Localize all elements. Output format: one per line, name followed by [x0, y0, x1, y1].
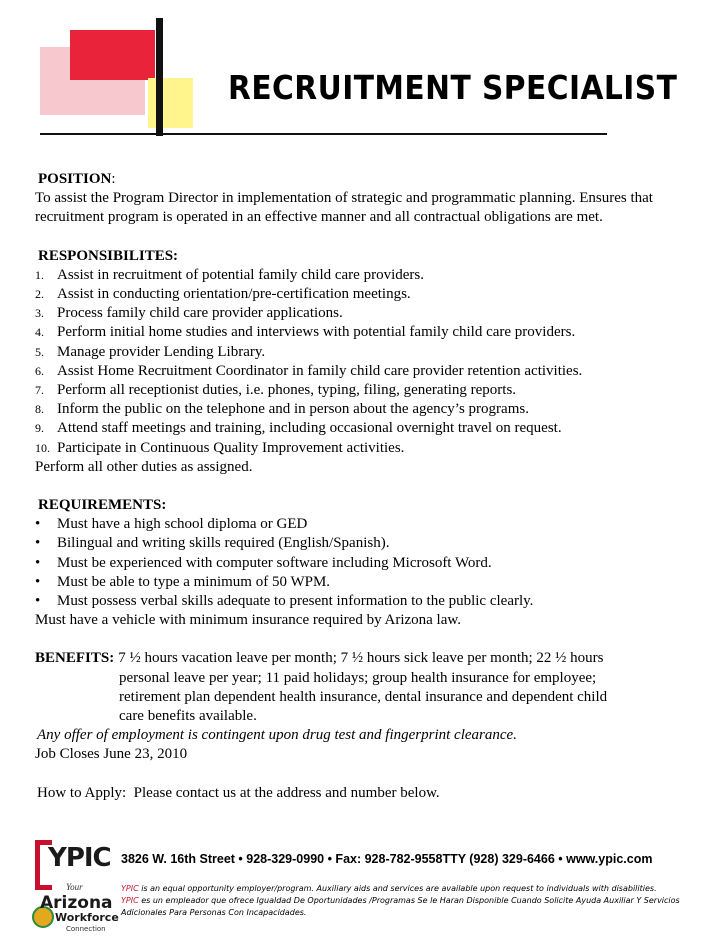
job-closing-date: Job Closes June 23, 2010 — [35, 746, 188, 763]
eeo-statement — [121, 883, 696, 919]
bullet-icon: • — [35, 593, 41, 610]
employment-notice: Any offer of employment is contingent upon drug test and fingerprint clearance. — [37, 727, 517, 744]
eeo-spanish: YPIC es un empleador que ofrece Igualdad De Oportunidades /Programas Se le Haran Disponible Cuando Solicite Ayuda Auxiliar Y Servicios Adicionales Para Personas Con Incapacidades. — [121, 896, 680, 917]
list-item: 6. Assist Home Recruitment Coordinator in family child care provider retention activities. — [35, 362, 583, 379]
ypic-logo: YPIC — [48, 843, 111, 873]
logo-arizona-text: Arizona — [40, 893, 113, 913]
position-section — [35, 170, 705, 189]
list-item: 10. Participate in Continuous Quality Improvement activities. — [35, 439, 405, 456]
list-item: 3. Process family child care provider applications. — [35, 305, 343, 322]
list-item: • Bilingual and writing skills required (English/Spanish). — [35, 534, 705, 553]
page-title: RECRUITMENT SPECIALIST — [228, 68, 678, 107]
job-description — [35, 170, 705, 803]
benefits-line: personal leave per year; 11 paid holidays; group health insurance for employee; — [119, 669, 597, 686]
list-item: 9. Attend staff meetings and training, including occasional overnight travel on request. — [35, 420, 562, 437]
position-colon: : — [111, 171, 116, 187]
benefits-heading: BENEFITS: — [35, 650, 115, 667]
responsibilities-trailer: Perform all other duties as assigned. — [35, 458, 253, 475]
list-item: • Must be experienced with computer software including Microsoft Word. — [35, 554, 705, 573]
benefits-section — [35, 649, 705, 668]
list-item: 1. Assist in recruitment of potential family child care providers. — [35, 266, 424, 283]
requirements-trailer: Must have a vehicle with minimum insurance required by Arizona law. — [35, 612, 461, 629]
bullet-icon: • — [35, 516, 41, 533]
header-rule — [40, 133, 607, 135]
how-to-apply: How to Apply: Please contact us at the address and number below. — [37, 784, 440, 801]
list-item: 2. Assist in conducting orientation/pre-certification meetings. — [35, 286, 411, 303]
bullet-icon: • — [35, 535, 41, 552]
list-item: 5. Manage provider Lending Library. — [35, 343, 266, 360]
list-item: 8. Inform the public on the telephone and in person about the agency’s programs. — [35, 401, 529, 418]
list-item: • Must possess verbal skills adequate to present information to the public clearly. — [35, 592, 705, 611]
requirements-heading: REQUIREMENTS: — [38, 497, 167, 514]
decorative-red-square — [70, 30, 155, 80]
benefits-line: care benefits available. — [119, 708, 257, 725]
decorative-vertical-bar — [156, 18, 163, 136]
requirements-list — [35, 515, 705, 611]
bullet-icon: • — [35, 573, 41, 590]
benefits-line: 7 ½ hours vacation leave per month; 7 ½ hours sick leave per month; 22 ½ hours — [118, 650, 604, 667]
logo-workforce-text: Workforce — [55, 911, 119, 924]
logo-connection-text: Connection — [66, 925, 106, 933]
list-item: • Must be able to type a minimum of 50 WPM. — [35, 573, 705, 592]
decorative-yellow-square — [148, 78, 193, 128]
list-item: 7. Perform all receptionist duties, i.e. phones, typing, filing, generating reports. — [35, 382, 517, 399]
responsibilities-list — [35, 266, 705, 458]
position-text: To assist the Program Director in implementation of strategic and programmatic planning. Ensures that recruitment program is operated in an effective manner and all contractual obligations are met. — [35, 190, 653, 226]
list-item: • Must have a high school diploma or GED — [35, 515, 705, 534]
benefits-line: retirement plan dependent health insurance, dental insurance and dependent child — [119, 688, 608, 705]
bullet-icon: • — [35, 554, 41, 571]
position-heading: POSITION — [38, 171, 112, 187]
responsibilities-heading: RESPONSIBILITES: — [38, 247, 179, 264]
list-item: 4. Perform initial home studies and interviews with potential family child care providers. — [35, 324, 576, 341]
eeo-english: YPIC is an equal opportunity employer/program. Auxiliary aids and services are available upon request to individuals with disabilities. — [121, 884, 657, 893]
logo-your-text: Your — [66, 882, 83, 892]
contact-info: 3826 W. 16th Street • 928-329-0990 • Fax: 928-782-9558TTY (928) 329-6466 • www.ypic.com — [121, 852, 653, 866]
